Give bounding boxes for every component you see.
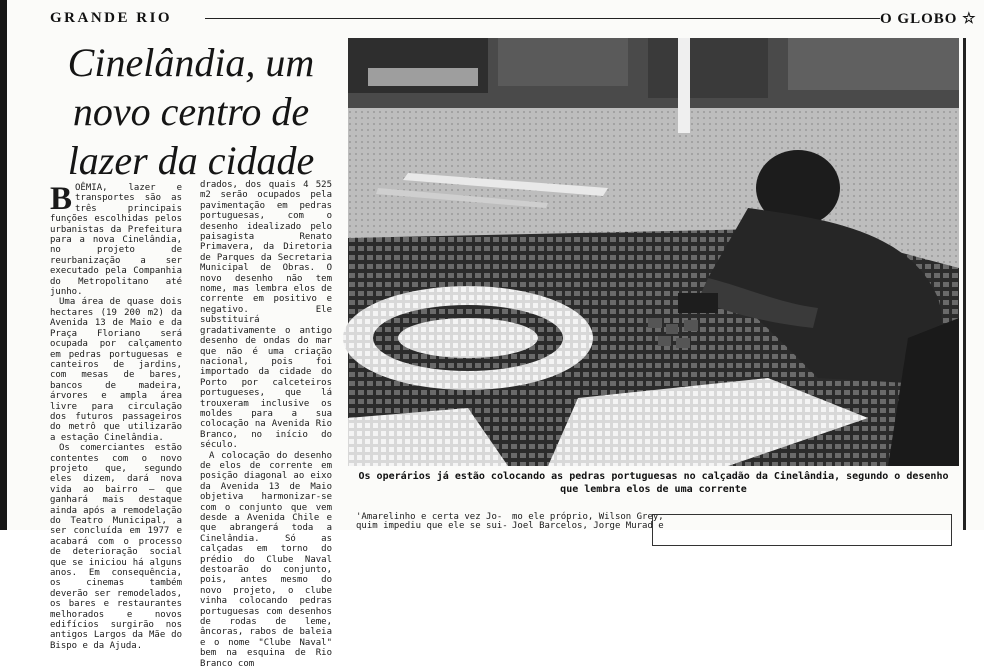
paragraph: A colocação do desenho de elos de corrente em posição diagonal ao eixo da Avenida 13 de Maio objetiva harmonizar-se com o conjunto que vem desde a Avenida Chile e que abrangerá toda a Cinelândia. Só as calçadas em torno do prédio do Clube Naval destoarão do conjunto, pois, antes mesmo do novo projeto, o clube vinha colocando pedras portuguesas com desenhos de rodas de leme, âncoras, rabos de baleia e o nome "Clube Naval" bem na esquina de Rio Branco com — [200, 450, 332, 669]
section-title: GRANDE RIO — [50, 10, 173, 26]
bottom-box — [652, 514, 952, 546]
article-photo — [348, 38, 959, 466]
next-article-column-b: mo ele próprio, Wilson Grey, Joel Barcelos, Jorge Murad e — [512, 512, 664, 531]
paragraph: drados, dos quais 4 525 m2 serão ocupados pela pavimentação em pedras portuguesas, com o desenho idealizado pelo paisagista Renato Primavera, da Diretoria de Parques da Secretaria Municipal de Obras. O novo desenho não tem nome, mas lembra elos de corrente em positivo e negativo. Ele substituirá gradativamente o antigo desenho de ondas do mar que não é uma criação nacional, pois foi importado da cidade do Porto por calceteiros portugueses, que lá trouxeram inclusive os moldes para a sua colocação na Avenida Rio Branco, no início do século. — [200, 180, 332, 451]
article-column-2 — [200, 180, 332, 669]
header-rule — [205, 18, 880, 19]
photo-caption: Os operários já estão colocando as pedras portuguesas no calçadão da Cinelândia, segundo o desenho que lembra elos de uma corrente — [358, 471, 949, 495]
newspaper-name: O GLOBO ☆ — [880, 11, 977, 27]
paragraph: Uma área de quase dois hectares (19 200 m2) da Avenida 13 de Maio e da Praça Floriano será ocupada por calçamento em pedras portuguesas e canteiros de jardins, com mesas de bares, bancos de madeira, árvores e ampla área livre para circulação dos futuros passageiros do metrô que utilizarão a estação Cinelândia. — [50, 297, 182, 443]
next-article-column-a: 'Amarelinho e certa vez Jo- quim impediu que ele se sui- — [356, 512, 508, 531]
paragraph: OÊMIA, lazer e transportes são as três principais funções escolhidas pelos urbanistas da Prefeitura para a nova Cinelândia, no projeto de reurbanização a ser executado pela Companhia do Metropolitano até junho. — [50, 183, 182, 298]
article-headline: Cinelândia, um novo centro de lazer da cidade — [67, 40, 315, 183]
article-column-1 — [50, 181, 182, 651]
column-rule — [963, 38, 966, 530]
paragraph: Os comerciantes estão contentes com o novo projeto que, segundo eles dizem, dará nova vida ao bairro — que ganhará mais destaque ainda após a remodelação do Teatro Municipal, a ser concluída em 1977 e acabará com o processo de deterioração social que se iniciou há alguns anos. Em consequência, os cinemas também deverão ser remodelados, os bares e restaurantes melhorados e novos edifícios surgirão nos antigos Largos da Mãe do Bispo e da Ajuda. — [50, 443, 182, 651]
drop-cap: B — [50, 181, 73, 217]
scan-edge — [0, 0, 7, 530]
